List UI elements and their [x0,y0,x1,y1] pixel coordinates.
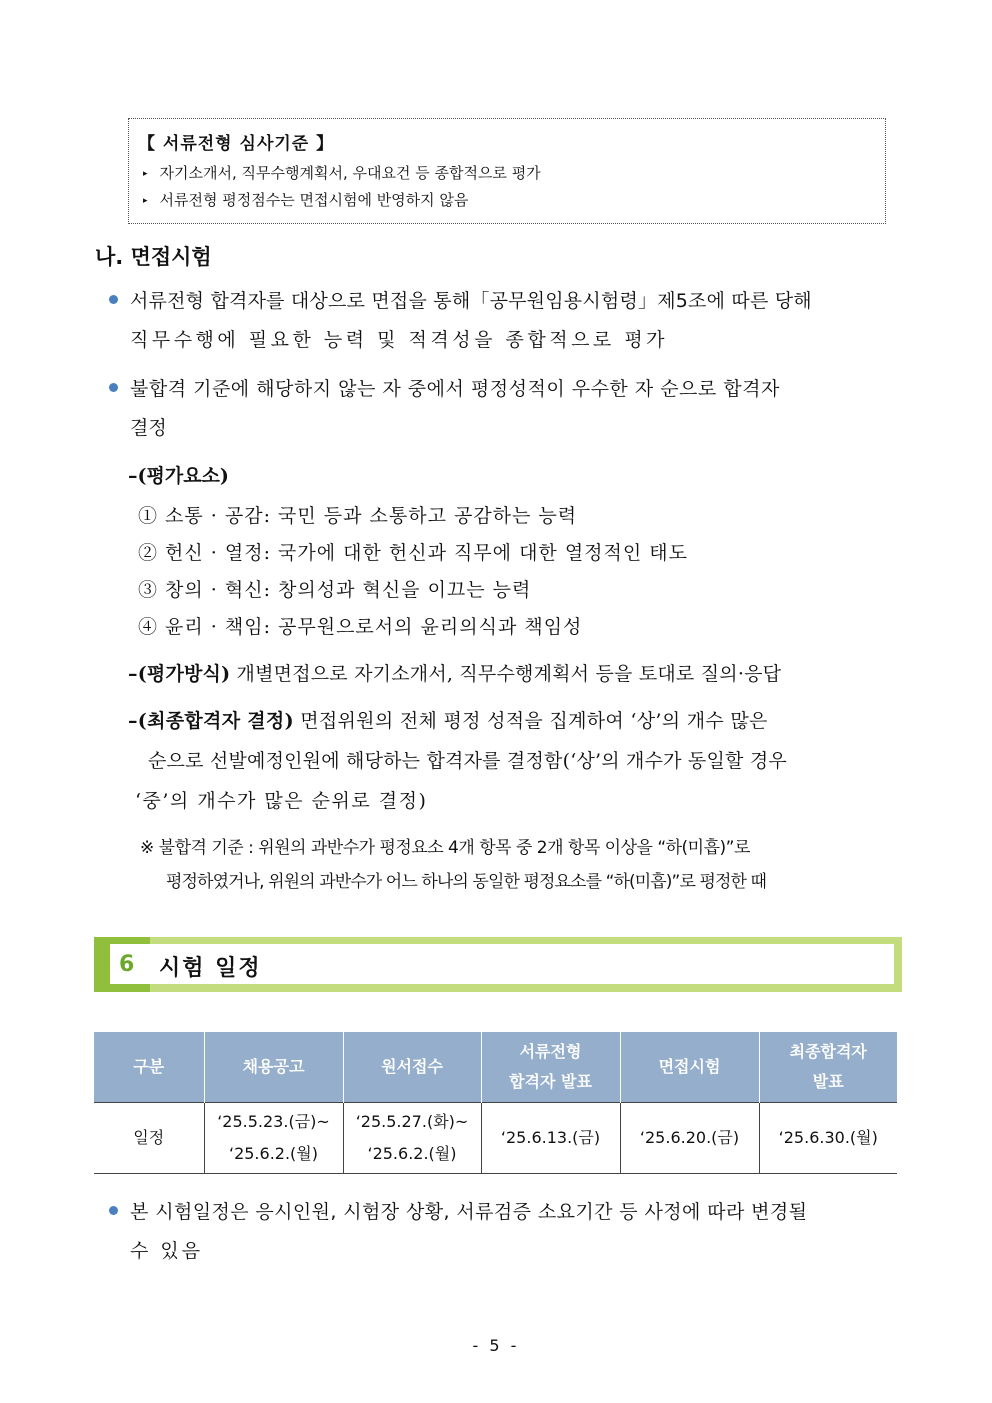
fail-criteria-note: ※ 불합격 기준 : 위원의 과반수가 평정요소 4개 항목 중 2개 항목 이상을 “하(미흡)”로 [140,838,750,858]
table-row [94,1103,897,1174]
bullet-dot-icon [109,295,118,304]
table-cell: 일정 [94,1103,204,1174]
table-cell: ‘25.6.30.(월) [759,1103,897,1174]
eval-item: ② 헌신 · 열정: 국가에 대한 헌신과 직무에 대한 열정적인 태도 [138,542,688,564]
interview-heading: 나. 면접시험 [95,245,212,269]
fail-criteria-note: 평정하였거나, 위원의 과반수가 어느 하나의 동일한 평정요소를 “하(미흡)”로 평정한 때 [166,872,767,892]
final-decision-text: ‘중’의 개수가 많은 순위로 결정) [135,790,428,812]
eval-item: ④ 윤리 · 책임: 공무원으로서의 윤리의식과 책임성 [138,616,583,638]
table-header: 구분 [94,1032,204,1103]
table-header: 원서접수 [343,1032,481,1103]
table-header-row [94,1032,897,1103]
eval-method-text: 개별면접으로 자기소개서, 직무수행계획서 등을 토대로 질의·응답 [230,663,782,685]
criteria-item-text: 자기소개서, 직무수행계획서, 우대요건 등 종합적으로 평가 [159,164,541,182]
table-header: 서류전형 합격자 발표 [481,1032,620,1103]
eval-item: ③ 창의 · 혁신: 창의성과 혁신을 이끄는 능력 [138,579,532,601]
bullet-dot-icon [109,1206,118,1215]
final-decision-text: 면접위원의 전체 평정 성적을 집계하여 ‘상’의 개수 많은 [293,710,768,732]
bullet-text: 결정 [130,417,167,439]
triangle-bullet-icon: ▸ [143,169,148,179]
table-cell: ‘25.5.27.(화)~ ‘25.6.2.(월) [343,1103,481,1174]
eval-item: ① 소통 · 공감: 국민 등과 소통하고 공감하는 능력 [138,505,578,527]
section-number: 6 [119,952,135,977]
eval-method-label: –(평가방식) [128,663,231,685]
schedule-table [94,1032,897,1174]
final-decision-label: –(최종합격자 결정) [128,710,294,732]
eval-elements-label: –(평가요소) [128,465,229,487]
table-header: 면접시험 [620,1032,759,1103]
bullet-dot-icon [109,383,118,392]
bullet-text: 직무수행에 필요한 능력 및 적격성을 종합적으로 평가 [130,329,669,351]
final-decision [128,706,768,733]
page-number: - 5 - [472,1336,520,1355]
criteria-item [143,189,468,210]
bullet-text: 서류전형 합격자를 대상으로 면접을 통해「공무원임용시험령」제5조에 따른 당해 [130,290,812,312]
table-header: 채용공고 [204,1032,343,1103]
schedule-note: 수 있음 [130,1240,204,1262]
criteria-item-text: 서류전형 평정점수는 면접시험에 반영하지 않음 [159,191,469,209]
triangle-bullet-icon: ▸ [143,196,148,206]
criteria-item [143,162,541,183]
table-cell: ‘25.5.23.(금)~ ‘25.6.2.(월) [204,1103,343,1174]
criteria-title: 【 서류전형 심사기준 】 [138,134,335,154]
table-cell: ‘25.6.13.(금) [481,1103,620,1174]
schedule-note: 본 시험일정은 응시인원, 시험장 상황, 서류검증 소요기간 등 사정에 따라 변경될 [130,1201,808,1223]
eval-method [128,659,781,686]
table-header: 최종합격자 발표 [759,1032,897,1103]
section-title: 시험 일정 [159,956,262,981]
final-decision-text: 순으로 선발예정인원에 해당하는 합격자를 결정함(‘상’의 개수가 동일할 경우 [148,750,787,772]
table-cell: ‘25.6.20.(금) [620,1103,759,1174]
bullet-text: 불합격 기준에 해당하지 않는 자 중에서 평정성적이 우수한 자 순으로 합격자 [130,378,780,400]
